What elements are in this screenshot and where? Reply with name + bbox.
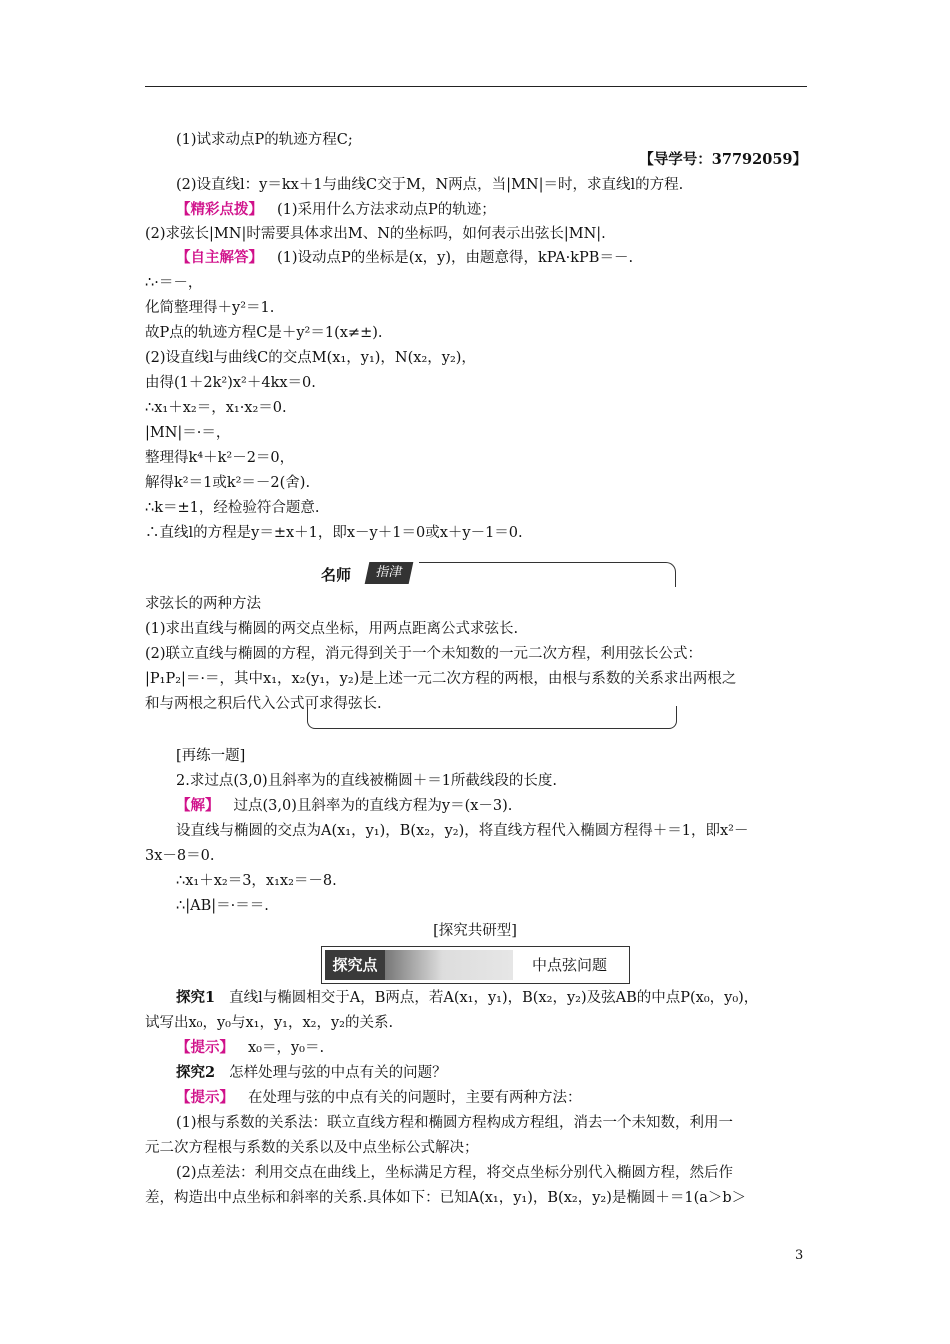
explore1-label: 探究1 — [176, 989, 216, 1006]
text-line — [176, 200, 496, 220]
text-line — [176, 1088, 582, 1108]
text-line: 由得(1＋2k²)x²＋4kx＝0. — [145, 375, 316, 391]
text-line: ∴x₁＋x₂＝，x₁·x₂＝0. — [145, 400, 287, 416]
text-span: 过点(3,0)且斜率为的直线方程为y＝(x－3). — [233, 798, 513, 814]
tip-box-border — [419, 562, 676, 587]
text-span: x₀＝，y₀＝. — [248, 1040, 325, 1056]
text-line: 解得k²＝1或k²＝－2(舍). — [145, 475, 311, 491]
text-line: ∴|AB|＝·＝＝. — [176, 898, 269, 914]
tip-line: (1)求出直线与椭圆的两交点坐标，用两点距离公式求弦长. — [145, 621, 519, 637]
text-line: 故P点的轨迹方程C是＋y²＝1(x≠±). — [145, 325, 383, 341]
tip-title: 求弦长的两种方法 — [145, 596, 261, 612]
text-line: ∴k＝±1，经检验符合题意. — [145, 500, 320, 516]
text-line — [176, 1063, 447, 1083]
tip-line: 和与两根之积后代入公式可求得弦长. — [145, 696, 382, 712]
text-line — [176, 796, 512, 816]
text-line: 3x－8＝0. — [145, 848, 215, 864]
practice-header: [再练一题] — [176, 748, 246, 764]
solution-tag: 【解】 — [176, 797, 220, 814]
text-line: (1)根与系数的关系法：联立直线方程和椭圆方程构成方程组，消去一个未知数，利用一 — [176, 1115, 734, 1131]
text-line: 化简整理得＋y²＝1. — [145, 300, 275, 316]
teacher-tip-box — [307, 562, 675, 588]
text-line — [176, 1038, 324, 1058]
text-line: 元二次方程根与系数的关系以及中点坐标公式解决； — [145, 1140, 479, 1156]
text-line: (2)设直线l：y＝kx＋1与曲线C交于M，N两点，当|MN|＝时，求直线l的方程. — [176, 177, 684, 193]
tip-line: (2)联立直线与椭圆的方程，消元得到关于一个未知数的一元二次方程，利用弦长公式： — [145, 646, 703, 662]
text-line: 设直线与椭圆的交点为A(x₁，y₁)，B(x₂，y₂)，将直线方程代入椭圆方程得＋＝1，即x²－ — [176, 823, 749, 839]
text-span: 直线l与椭圆相交于A，B两点，若A(x₁，y₁)，B(x₂，y₂)及弦AB的中点P(x₀，y₀)， — [229, 990, 759, 1006]
section-header: [探究共研型] — [433, 923, 517, 939]
text-span: (1)设动点P的坐标是(x，y)，由题意得，kPA·kPB＝－. — [277, 250, 634, 266]
explore2-label: 探究2 — [176, 1064, 216, 1081]
hint-tag: 【提示】 — [176, 1089, 234, 1106]
text-span: 在处理与弦的中点有关的问题时，主要有两种方法： — [248, 1090, 582, 1106]
text-line: |MN|＝·＝， — [145, 425, 231, 441]
tip-box-label-badge: 指津 — [365, 562, 414, 584]
hint-tag: 【提示】 — [176, 1039, 234, 1056]
explore-point-gradient — [385, 950, 513, 980]
tip-box-bottom-border — [307, 706, 677, 729]
text-line: ∴直线l的方程是y＝±x＋1，即x－y＋1＝0或x＋y－1＝0. — [145, 525, 523, 541]
text-span: 怎样处理与弦的中点有关的问题？ — [229, 1065, 447, 1081]
self-answer-tag: 【自主解答】 — [176, 249, 263, 266]
text-span: (1)采用什么方法求动点P的轨迹； — [277, 202, 496, 218]
page-number: 3 — [795, 1248, 804, 1263]
text-line: ∴·＝－， — [145, 275, 203, 291]
text-line: (2)点差法：利用交点在曲线上，坐标满足方程，将交点坐标分别代入椭圆方程，然后作 — [176, 1165, 734, 1181]
tip-line: |P₁P₂|＝·＝，其中x₁，x₂(y₁，y₂)是上述一元二次方程的两根，由根与系数的关系求出两根之 — [145, 671, 737, 687]
explore-point-title: 中点弦问题 — [532, 956, 608, 974]
tip-tag: 【精彩点拨】 — [176, 201, 263, 218]
tip-box-label: 名师 — [321, 566, 352, 584]
text-line: (2)求弦长|MN|时需要具体求出M、N的坐标吗，如何表示出弦长|MN|. — [145, 226, 606, 242]
text-line — [176, 248, 633, 268]
guide-number: 【导学号：37792059】 — [639, 151, 807, 168]
text-line: (1)试求动点P的轨迹方程C; — [176, 132, 353, 148]
text-line: ∴x₁＋x₂＝3，x₁x₂＝－8. — [176, 873, 337, 889]
explore-point-box — [321, 946, 630, 984]
practice-question: 2.求过点(3,0)且斜率为的直线被椭圆＋＝1所截线段的长度. — [176, 773, 558, 789]
text-line: 差，构造出中点坐标和斜率的关系.具体如下：已知A(x₁，y₁)，B(x₂，y₂)是椭圆＋＝1(a＞b＞ — [145, 1190, 747, 1206]
text-line: (2)设直线l与曲线C的交点M(x₁，y₁)，N(x₂，y₂)， — [145, 350, 476, 366]
text-line — [176, 988, 758, 1008]
text-line: 整理得k⁴＋k²－2＝0， — [145, 450, 295, 466]
header-rule — [145, 86, 807, 87]
explore-point-label: 探究点 — [325, 950, 385, 980]
text-line: 试写出x₀，y₀与x₁，y₁，x₂，y₂的关系. — [145, 1015, 394, 1031]
